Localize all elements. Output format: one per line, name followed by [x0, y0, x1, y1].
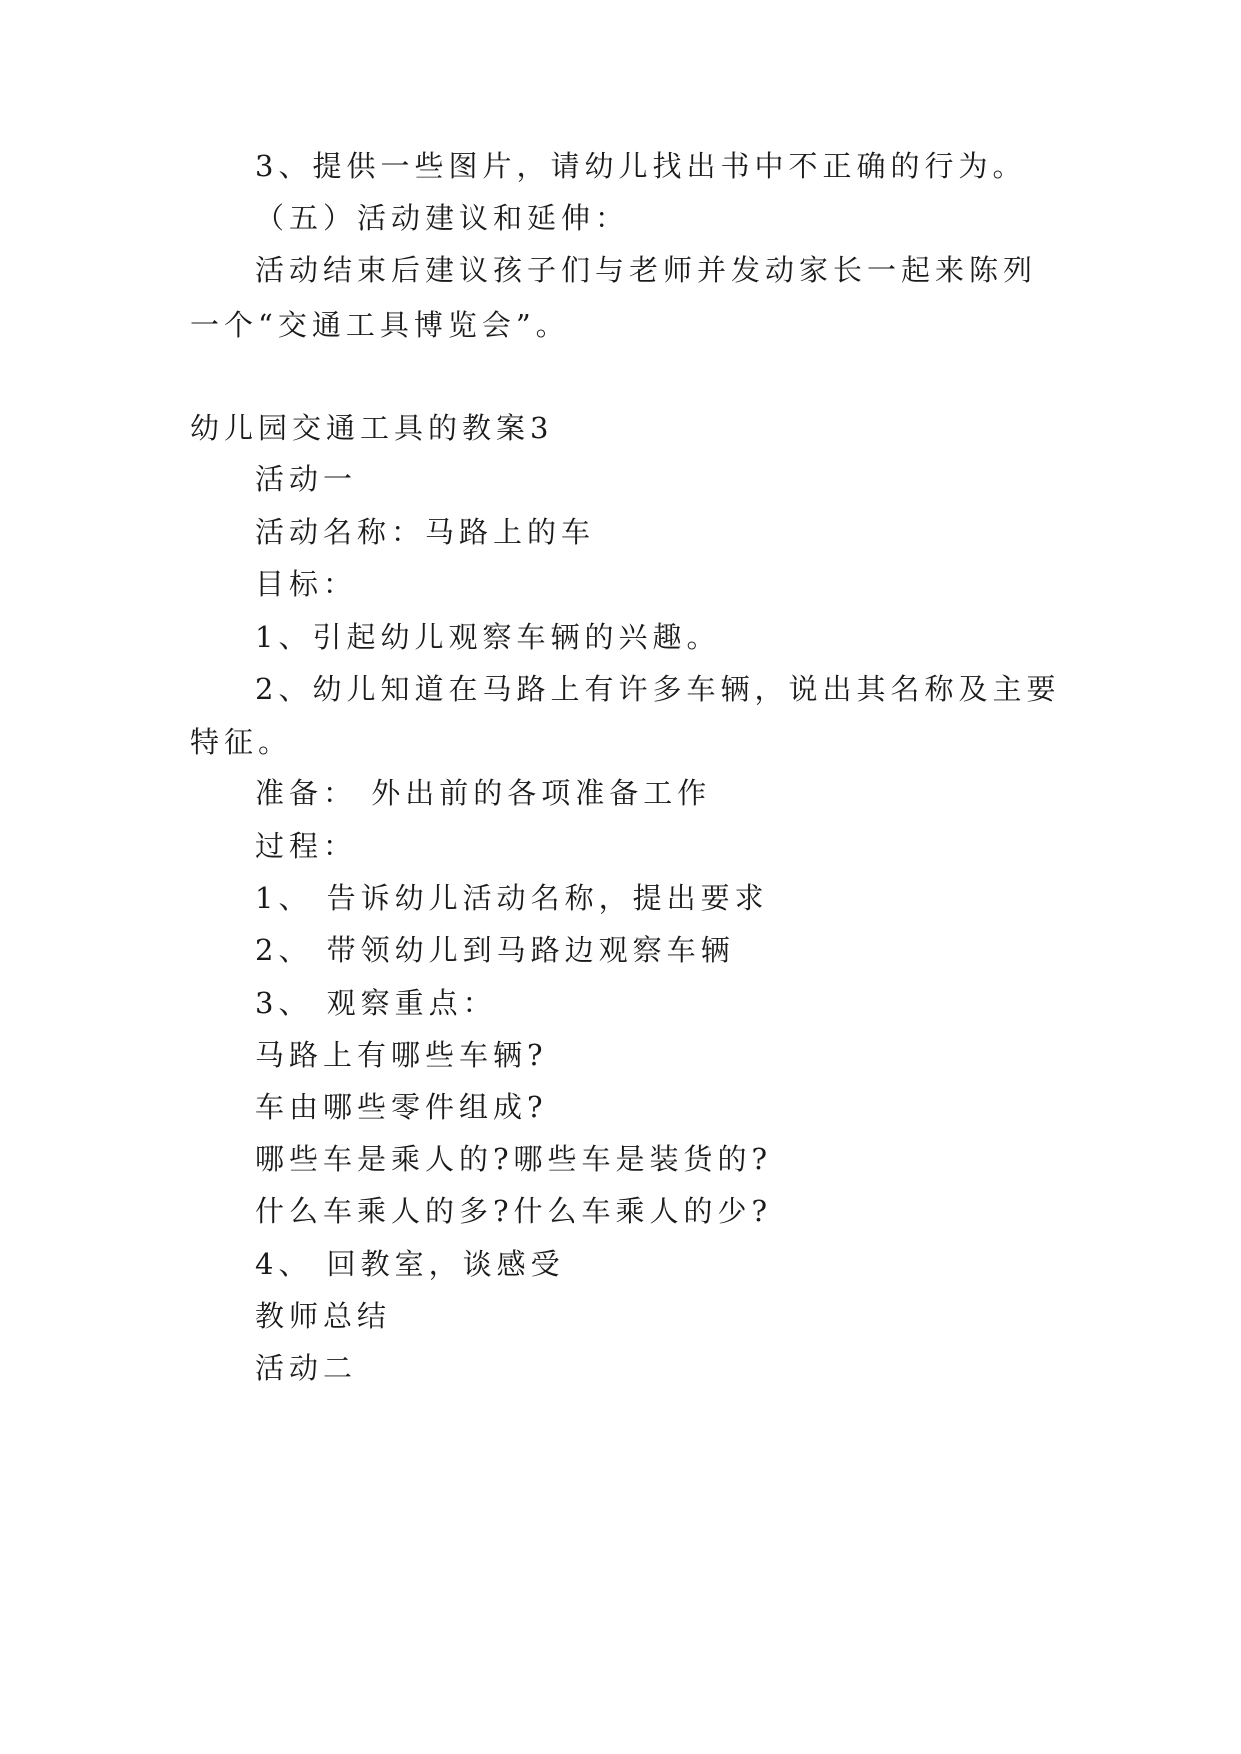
paragraph-line: 3、 观察重点：	[255, 986, 497, 1020]
paragraph-line: 4、 回教室，谈感受	[255, 1247, 565, 1281]
paragraph-line: 教师总结	[255, 1299, 392, 1333]
paragraph-line: 活动一	[255, 462, 358, 496]
paragraph-line: 车由哪些零件组成?	[255, 1090, 548, 1124]
paragraph-line: 2、幼儿知道在马路上有许多车辆，说出其名称及主要	[255, 672, 1061, 706]
paragraph-line: 活动名称：马路上的车	[255, 515, 596, 549]
paragraph-line: 2、 带领幼儿到马路边观察车辆	[255, 933, 735, 967]
paragraph-line: 活动二	[255, 1351, 358, 1385]
paragraph-line: 过程：	[255, 829, 358, 863]
paragraph-line: 准备： 外出前的各项准备工作	[255, 776, 712, 810]
paragraph-line: 哪些车是乘人的?哪些车是装货的?	[255, 1142, 773, 1176]
section-title: 幼儿园交通工具的教案3	[190, 411, 554, 445]
paragraph-line: 活动结束后建议孩子们与老师并发动家长一起来陈列	[255, 253, 1038, 287]
paragraph-line: 1、 告诉幼儿活动名称，提出要求	[255, 881, 769, 915]
paragraph-line: 马路上有哪些车辆?	[255, 1038, 548, 1072]
paragraph-line: 特征。	[190, 725, 293, 759]
paragraph-line: 什么车乘人的多?什么车乘人的少?	[255, 1194, 773, 1228]
paragraph-line: 目标：	[255, 567, 358, 601]
paragraph-line: 一个“交通工具博览会”。	[190, 308, 570, 342]
paragraph-line: （五）活动建议和延伸：	[255, 201, 630, 235]
paragraph-line: 1、引起幼儿观察车辆的兴趣。	[255, 620, 721, 654]
paragraph-line: 3、提供一些图片，请幼儿找出书中不正确的行为。	[255, 149, 1027, 183]
